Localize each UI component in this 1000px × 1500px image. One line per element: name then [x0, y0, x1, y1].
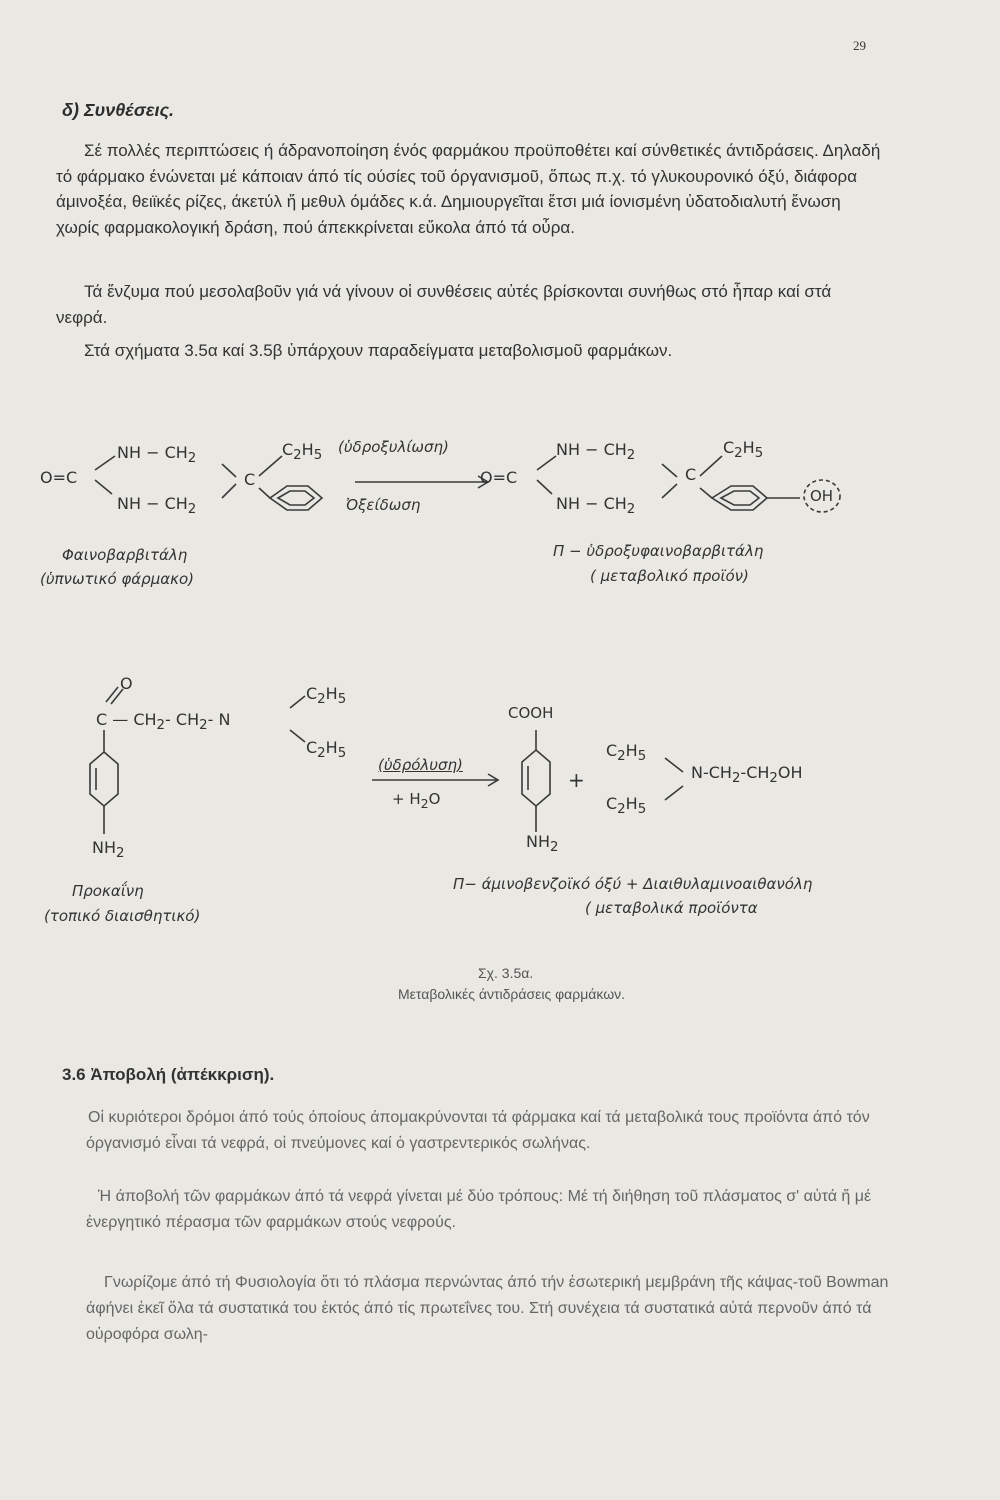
product-c-center: C [685, 465, 697, 484]
product-carbonyl: O=C [480, 468, 518, 487]
reaction2-arrow-top-label: (ὑδρόλυση) [378, 756, 463, 774]
deae-ethyl-top: $C_2H_5$ [606, 741, 647, 765]
benzene-ring-icon [90, 752, 118, 806]
procaine-ethyl-bottom: $C_2H_5$ [306, 738, 347, 762]
section-heading-excretion: 3.6 Ἀποβολή (ἀπέκκριση). [62, 1065, 275, 1084]
reactant-nh-ch2-bottom: NH − $CH_2$ [117, 494, 197, 518]
procaine-ethyl-top: $C_2H_5$ [306, 684, 347, 708]
product-ethyl: $C_2H_5$ [723, 438, 764, 462]
benzene-ring-icon [522, 750, 550, 806]
pab-nh2: $NH_2$ [526, 832, 559, 856]
procaine-carbonyl-o: O [120, 674, 133, 693]
paragraph-syntheses-2: Τά ἔνζυμα πού μεσολαβοῦν γιά νά γίνουν οἱ συνθέσεις αὐτές βρίσκονται συνήθως στό ἧπαρ καί στά νεφρά. [56, 282, 832, 327]
product-oh-group: OH [810, 487, 834, 505]
paragraph-excretion-3: Γνωρίζομε άπό τή Φυσιολογία ὅτι τό πλάσμα περνώντας άπό τήν ἐσωτερική μεμβράνη τῆς κάψας-τοῦ Bowman άφήνει ἐκεῖ ὅλα τά συστατικά του ἐκτός άπό τίς πρωτεΐνες του. Στή συνέχεια τά συστατικά αὐτά περνοῦν άπό τά οὐροφόρα σωλη- [86, 1274, 889, 1343]
reaction2-arrow-bottom-label: + $H_2O$ [392, 790, 441, 811]
page-number: 29 [853, 38, 866, 53]
reactant-note-anesthetic: (τοπικό διαισθητικό) [44, 907, 201, 925]
paragraph-excretion-2: Ἡ άποβολή τῶν φαρμάκων άπό τά νεφρά γίνεται μέ δύο τρόπους: Μέ τή διήθηση τοῦ πλάσματος σ' αὐτά ἤ μέ ἐνεργητικό πέρασμα τῶν φαρμάκων στούς νεφρούς. [86, 1188, 872, 1231]
reaction1-arrow-top-label: (ὑδροξυλίωση) [338, 438, 449, 456]
paragraph-syntheses-1: Σέ πολλές περιπτώσεις ή άδρανοποίηση ένός φαρμάκου προϋποθέτει καί σύνθετικές άντιδράσεις. Δηλαδή τό φάρμακο ένώνεται μέ κάποιαν άπό τίς ούσίες τοῦ όργανισμοῦ, ὅπως π.χ. τό γλυκουρονικό όξύ, διάφορα άμινοξέα, θειϊκές ρίζες, άκετύλ ἤ μεθυλ όμάδες κ.ά. Δημιουργεῖται ἔτσι μιά ίονισμένη ὑδατοδιαλυτή ἔνωση χωρίς φαρμακολογική δράση, πού άπεκκρίνεται εὔκολα άπό τά οὖρα. [56, 141, 881, 237]
procaine-chain: C — $CH_2-$ $CH_2-$ N [96, 710, 231, 734]
reactant-name-phenobarbital: Φαινοβαρβιτάλη [62, 546, 188, 564]
reactant-nh-ch2-top: NH − $CH_2$ [117, 443, 197, 467]
paragraph-excretion-1: Οἱ κυριότεροι δρόμοι άπό τούς όποίους άπομακρύνονται τά φάρμακα καί τά μεταβολικά τους προϊόντα άπό τόν όργανισμό εἶναι τά νεφρά, οἱ πνεύμονες καί ὁ γαστρεντερικός σωλήνας. [86, 1109, 870, 1152]
reactant-ethyl: $C_2H_5$ [282, 440, 323, 464]
deae-ethyl-bottom: $C_2H_5$ [606, 794, 647, 818]
reaction1-arrow-bottom-label: Ὀξείδωση [346, 496, 421, 514]
section-heading-syntheses: δ) Συνθέσεις. [62, 100, 175, 120]
reactant-c-center: C [244, 470, 256, 489]
reaction2-plus: + [568, 768, 585, 792]
pab-cooh: COOH [508, 704, 554, 722]
product-note-reaction2: ( μεταβολικά προϊόντα [585, 899, 758, 917]
figure-caption-label: Σχ. 3.5α. [478, 965, 534, 981]
product-nh-ch2-bottom: NH − $CH_2$ [556, 494, 636, 518]
paragraph-syntheses-3: Στά σχήματα 3.5α καί 3.5β ὑπάρχουν παραδείγματα μεταβολισμοῦ φαρμάκων. [84, 341, 673, 360]
deae-chain: $N-CH_2-CH_2OH$ [691, 763, 803, 787]
product-note-metabolic: ( μεταβολικό προϊόν) [590, 567, 749, 585]
product-name-hydroxyphenobarbital: Π − ὑδροξυφαινοβαρβιτάλη [553, 542, 764, 560]
reactant-note-hypnotic: (ὑπνωτικό φάρμακο) [40, 570, 194, 588]
reactant-name-procaine: Προκαΐνη [72, 882, 144, 900]
reactant-carbonyl: O=C [40, 468, 78, 487]
figure-caption-text: Μεταβολικές άντιδράσεις φαρμάκων. [398, 986, 626, 1002]
product-nh-ch2-top: NH − $CH_2$ [556, 440, 636, 464]
procaine-nh2: $NH_2$ [92, 838, 125, 862]
product-names-reaction2: Π− άμινοβενζοϊκό όξύ + Διαιθυλαμινοαιθανόλη [453, 875, 813, 893]
